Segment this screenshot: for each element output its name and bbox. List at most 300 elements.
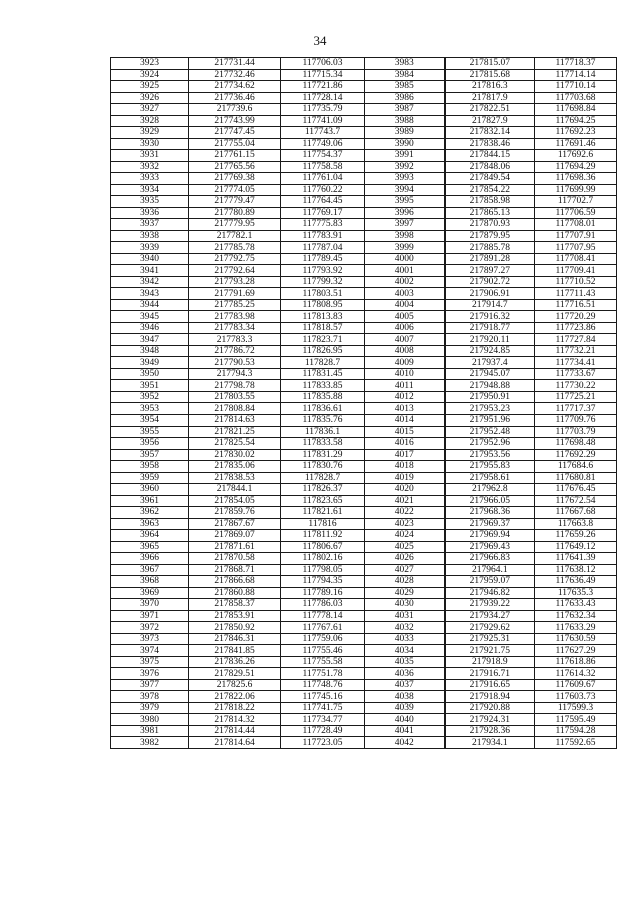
table-row (111, 530, 617, 542)
cell-y-coordinate: 117767.61 (281, 622, 365, 634)
cell-point-number: 3983 (365, 58, 445, 70)
cell-y-coordinate: 117755.58 (281, 656, 365, 668)
cell-x-coordinate: 217853.91 (189, 610, 281, 622)
cell-x-coordinate: 217791.69 (189, 288, 281, 300)
cell-y-coordinate: 117723.86 (535, 322, 617, 334)
cell-y-coordinate: 117618.86 (535, 656, 617, 668)
table-row (111, 622, 617, 634)
table-row (111, 81, 617, 93)
cell-point-number: 3929 (111, 127, 189, 139)
table-row (111, 414, 617, 426)
cell-point-number: 4009 (365, 357, 445, 369)
cell-point-number: 3951 (111, 380, 189, 392)
cell-x-coordinate: 217821.25 (189, 426, 281, 438)
cell-y-coordinate: 117764.45 (281, 196, 365, 208)
cell-x-coordinate: 217825.54 (189, 438, 281, 450)
table-row (111, 69, 617, 81)
table-row (111, 253, 617, 265)
cell-x-coordinate: 217785.25 (189, 299, 281, 311)
cell-x-coordinate: 217782.1 (189, 230, 281, 242)
cell-point-number: 3957 (111, 449, 189, 461)
table-row (111, 668, 617, 680)
cell-x-coordinate: 217841.85 (189, 645, 281, 657)
cell-x-coordinate: 217774.05 (189, 184, 281, 196)
cell-point-number: 3963 (111, 518, 189, 530)
cell-x-coordinate: 217838.46 (445, 138, 535, 150)
cell-x-coordinate: 217816.3 (445, 81, 535, 93)
cell-x-coordinate: 217870.93 (445, 219, 535, 231)
cell-x-coordinate: 217793.28 (189, 276, 281, 288)
cell-y-coordinate: 117799.32 (281, 276, 365, 288)
cell-point-number: 4038 (365, 691, 445, 703)
table-row (111, 230, 617, 242)
cell-point-number: 3976 (111, 668, 189, 680)
cell-y-coordinate: 117835.76 (281, 414, 365, 426)
cell-x-coordinate: 217951.96 (445, 414, 535, 426)
cell-x-coordinate: 217969.43 (445, 541, 535, 553)
table-row (111, 518, 617, 530)
cell-point-number: 4013 (365, 403, 445, 415)
cell-point-number: 3941 (111, 265, 189, 277)
table-row (111, 576, 617, 588)
cell-point-number: 4000 (365, 253, 445, 265)
cell-point-number: 3942 (111, 276, 189, 288)
table-row (111, 725, 617, 737)
cell-y-coordinate: 117714.14 (535, 69, 617, 81)
cell-y-coordinate: 117711.43 (535, 288, 617, 300)
cell-point-number: 3952 (111, 391, 189, 403)
cell-y-coordinate: 117732.21 (535, 345, 617, 357)
cell-y-coordinate: 117831.29 (281, 449, 365, 461)
table-row (111, 507, 617, 519)
cell-y-coordinate: 117734.77 (281, 714, 365, 726)
cell-x-coordinate: 217958.61 (445, 472, 535, 484)
cell-point-number: 3974 (111, 645, 189, 657)
cell-y-coordinate: 117609.67 (535, 679, 617, 691)
table-row (111, 219, 617, 231)
cell-point-number: 3946 (111, 322, 189, 334)
cell-x-coordinate: 217955.83 (445, 461, 535, 473)
cell-y-coordinate: 117633.29 (535, 622, 617, 634)
cell-x-coordinate: 217918.9 (445, 656, 535, 668)
cell-point-number: 4011 (365, 380, 445, 392)
cell-point-number: 3964 (111, 530, 189, 542)
cell-x-coordinate: 217832.14 (445, 127, 535, 139)
cell-point-number: 3934 (111, 184, 189, 196)
cell-point-number: 3997 (365, 219, 445, 231)
cell-x-coordinate: 217854.22 (445, 184, 535, 196)
cell-y-coordinate: 117811.92 (281, 530, 365, 542)
cell-y-coordinate: 117710.52 (535, 276, 617, 288)
cell-point-number: 4042 (365, 737, 445, 749)
cell-x-coordinate: 217769.38 (189, 173, 281, 185)
cell-x-coordinate: 217871.61 (189, 541, 281, 553)
cell-x-coordinate: 217814.32 (189, 714, 281, 726)
cell-point-number: 3944 (111, 299, 189, 311)
table-row (111, 58, 617, 70)
cell-y-coordinate: 117716.51 (535, 299, 617, 311)
cell-point-number: 3991 (365, 150, 445, 162)
cell-y-coordinate: 117794.35 (281, 576, 365, 588)
cell-y-coordinate: 117721.86 (281, 81, 365, 93)
cell-y-coordinate: 117718.37 (535, 58, 617, 70)
cell-point-number: 4037 (365, 679, 445, 691)
cell-point-number: 3936 (111, 207, 189, 219)
cell-x-coordinate: 217902.72 (445, 276, 535, 288)
cell-point-number: 4041 (365, 725, 445, 737)
table-row (111, 541, 617, 553)
cell-point-number: 4016 (365, 438, 445, 450)
cell-x-coordinate: 217870.58 (189, 553, 281, 565)
cell-y-coordinate: 117630.59 (535, 633, 617, 645)
cell-point-number: 4030 (365, 599, 445, 611)
cell-point-number: 4003 (365, 288, 445, 300)
cell-x-coordinate: 217780.89 (189, 207, 281, 219)
cell-point-number: 4040 (365, 714, 445, 726)
cell-x-coordinate: 217783.98 (189, 311, 281, 323)
cell-point-number: 4031 (365, 610, 445, 622)
cell-x-coordinate: 217952.96 (445, 438, 535, 450)
cell-x-coordinate: 217865.13 (445, 207, 535, 219)
cell-point-number: 3939 (111, 242, 189, 254)
cell-point-number: 4032 (365, 622, 445, 634)
cell-x-coordinate: 217817.9 (445, 92, 535, 104)
cell-x-coordinate: 217736.46 (189, 92, 281, 104)
cell-x-coordinate: 217946.82 (445, 587, 535, 599)
cell-point-number: 3924 (111, 69, 189, 81)
cell-y-coordinate: 117708.01 (535, 219, 617, 231)
cell-y-coordinate: 117707.91 (535, 230, 617, 242)
cell-y-coordinate: 117813.83 (281, 311, 365, 323)
cell-x-coordinate: 217779.95 (189, 219, 281, 231)
cell-y-coordinate: 117754.37 (281, 150, 365, 162)
cell-point-number: 3966 (111, 553, 189, 565)
cell-point-number: 4027 (365, 564, 445, 576)
cell-y-coordinate: 117676.45 (535, 484, 617, 496)
cell-x-coordinate: 217966.05 (445, 495, 535, 507)
table-row (111, 127, 617, 139)
cell-y-coordinate: 117828.7 (281, 357, 365, 369)
cell-x-coordinate: 217779.47 (189, 196, 281, 208)
cell-x-coordinate: 217869.07 (189, 530, 281, 542)
cell-x-coordinate: 217844.1 (189, 484, 281, 496)
cell-y-coordinate: 117667.68 (535, 507, 617, 519)
table-row (111, 311, 617, 323)
cell-point-number: 3989 (365, 127, 445, 139)
table-row (111, 288, 617, 300)
cell-point-number: 4017 (365, 449, 445, 461)
cell-x-coordinate: 217934.27 (445, 610, 535, 622)
cell-y-coordinate: 117715.34 (281, 69, 365, 81)
cell-x-coordinate: 217836.26 (189, 656, 281, 668)
cell-y-coordinate: 117703.68 (535, 92, 617, 104)
cell-x-coordinate: 217734.62 (189, 81, 281, 93)
cell-y-coordinate: 117706.59 (535, 207, 617, 219)
cell-y-coordinate: 117710.14 (535, 81, 617, 93)
cell-x-coordinate: 217827.9 (445, 115, 535, 127)
cell-x-coordinate: 217948.88 (445, 380, 535, 392)
cell-point-number: 3954 (111, 414, 189, 426)
table-row (111, 184, 617, 196)
cell-y-coordinate: 117680.81 (535, 472, 617, 484)
cell-y-coordinate: 117734.41 (535, 357, 617, 369)
cell-y-coordinate: 117594.28 (535, 725, 617, 737)
cell-x-coordinate: 217829.51 (189, 668, 281, 680)
cell-y-coordinate: 117603.73 (535, 691, 617, 703)
cell-y-coordinate: 117635.3 (535, 587, 617, 599)
cell-x-coordinate: 217792.64 (189, 265, 281, 277)
table-row (111, 403, 617, 415)
cell-x-coordinate: 217798.78 (189, 380, 281, 392)
cell-y-coordinate: 117632.34 (535, 610, 617, 622)
cell-x-coordinate: 217859.76 (189, 507, 281, 519)
cell-point-number: 3959 (111, 472, 189, 484)
cell-y-coordinate: 117835.88 (281, 391, 365, 403)
table-row (111, 645, 617, 657)
cell-point-number: 3926 (111, 92, 189, 104)
cell-x-coordinate: 217924.31 (445, 714, 535, 726)
cell-point-number: 3978 (111, 691, 189, 703)
cell-point-number: 3977 (111, 679, 189, 691)
cell-point-number: 4034 (365, 645, 445, 657)
cell-y-coordinate: 117821.61 (281, 507, 365, 519)
table-row (111, 345, 617, 357)
cell-point-number: 4033 (365, 633, 445, 645)
cell-point-number: 4020 (365, 484, 445, 496)
cell-x-coordinate: 217818.22 (189, 702, 281, 714)
cell-y-coordinate: 117708.41 (535, 253, 617, 265)
cell-x-coordinate: 217934.1 (445, 737, 535, 749)
cell-y-coordinate: 117638.12 (535, 564, 617, 576)
cell-x-coordinate: 217860.88 (189, 587, 281, 599)
cell-y-coordinate: 117614.32 (535, 668, 617, 680)
cell-x-coordinate: 217765.56 (189, 161, 281, 173)
cell-point-number: 3925 (111, 81, 189, 93)
table-row (111, 150, 617, 162)
table-row (111, 276, 617, 288)
cell-y-coordinate: 117831.45 (281, 368, 365, 380)
cell-point-number: 3950 (111, 368, 189, 380)
cell-x-coordinate: 217906.91 (445, 288, 535, 300)
cell-y-coordinate: 117699.99 (535, 184, 617, 196)
cell-x-coordinate: 217953.23 (445, 403, 535, 415)
table-row (111, 737, 617, 749)
table-row (111, 426, 617, 438)
cell-point-number: 4006 (365, 322, 445, 334)
cell-x-coordinate: 217803.55 (189, 391, 281, 403)
cell-point-number: 4026 (365, 553, 445, 565)
cell-x-coordinate: 217952.48 (445, 426, 535, 438)
table-row (111, 207, 617, 219)
cell-y-coordinate: 117826.37 (281, 484, 365, 496)
cell-x-coordinate: 217794.3 (189, 368, 281, 380)
cell-point-number: 3980 (111, 714, 189, 726)
cell-y-coordinate: 117728.14 (281, 92, 365, 104)
cell-x-coordinate: 217897.27 (445, 265, 535, 277)
cell-point-number: 4039 (365, 702, 445, 714)
cell-point-number: 3967 (111, 564, 189, 576)
cell-point-number: 4029 (365, 587, 445, 599)
cell-x-coordinate: 217953.56 (445, 449, 535, 461)
table-row (111, 714, 617, 726)
cell-x-coordinate: 217969.37 (445, 518, 535, 530)
cell-x-coordinate: 217743.99 (189, 115, 281, 127)
cell-x-coordinate: 217814.63 (189, 414, 281, 426)
cell-x-coordinate: 217968.36 (445, 507, 535, 519)
cell-point-number: 4021 (365, 495, 445, 507)
table-row (111, 334, 617, 346)
cell-point-number: 3986 (365, 92, 445, 104)
table-row (111, 656, 617, 668)
cell-x-coordinate: 217966.83 (445, 553, 535, 565)
table-row (111, 368, 617, 380)
table-row (111, 633, 617, 645)
cell-point-number: 4010 (365, 368, 445, 380)
cell-point-number: 3949 (111, 357, 189, 369)
cell-y-coordinate: 117599.3 (535, 702, 617, 714)
table-row (111, 564, 617, 576)
cell-x-coordinate: 217914.7 (445, 299, 535, 311)
cell-y-coordinate: 117730.22 (535, 380, 617, 392)
cell-point-number: 3961 (111, 495, 189, 507)
cell-point-number: 4014 (365, 414, 445, 426)
cell-y-coordinate: 117833.58 (281, 438, 365, 450)
table-row (111, 461, 617, 473)
cell-x-coordinate: 217844.15 (445, 150, 535, 162)
cell-point-number: 4005 (365, 311, 445, 323)
table-row (111, 299, 617, 311)
cell-y-coordinate: 117684.6 (535, 461, 617, 473)
cell-x-coordinate: 217732.46 (189, 69, 281, 81)
cell-point-number: 3972 (111, 622, 189, 634)
cell-point-number: 3975 (111, 656, 189, 668)
cell-point-number: 3994 (365, 184, 445, 196)
table-row (111, 265, 617, 277)
cell-y-coordinate: 117703.79 (535, 426, 617, 438)
table-row (111, 472, 617, 484)
cell-point-number: 3970 (111, 599, 189, 611)
cell-y-coordinate: 117733.67 (535, 368, 617, 380)
cell-x-coordinate: 217916.65 (445, 679, 535, 691)
cell-x-coordinate: 217928.36 (445, 725, 535, 737)
cell-y-coordinate: 117793.92 (281, 265, 365, 277)
cell-x-coordinate: 217849.54 (445, 173, 535, 185)
table-row (111, 242, 617, 254)
table-row (111, 495, 617, 507)
cell-point-number: 4002 (365, 276, 445, 288)
cell-y-coordinate: 117636.49 (535, 576, 617, 588)
table-row (111, 449, 617, 461)
cell-y-coordinate: 117755.46 (281, 645, 365, 657)
cell-y-coordinate: 117775.83 (281, 219, 365, 231)
cell-x-coordinate: 217858.98 (445, 196, 535, 208)
cell-x-coordinate: 217868.71 (189, 564, 281, 576)
table-row (111, 610, 617, 622)
cell-x-coordinate: 217918.77 (445, 322, 535, 334)
table-row (111, 196, 617, 208)
cell-y-coordinate: 117789.45 (281, 253, 365, 265)
table-row (111, 322, 617, 334)
cell-y-coordinate: 117836.61 (281, 403, 365, 415)
cell-x-coordinate: 217814.64 (189, 737, 281, 749)
cell-y-coordinate: 117709.76 (535, 414, 617, 426)
cell-x-coordinate: 217783.3 (189, 334, 281, 346)
cell-y-coordinate: 117743.7 (281, 127, 365, 139)
cell-point-number: 4001 (365, 265, 445, 277)
cell-y-coordinate: 117691.46 (535, 138, 617, 150)
cell-y-coordinate: 117698.36 (535, 173, 617, 185)
cell-x-coordinate: 217969.94 (445, 530, 535, 542)
cell-x-coordinate: 217848.06 (445, 161, 535, 173)
cell-y-coordinate: 117836.1 (281, 426, 365, 438)
cell-x-coordinate: 217858.37 (189, 599, 281, 611)
cell-x-coordinate: 217790.53 (189, 357, 281, 369)
cell-x-coordinate: 217747.45 (189, 127, 281, 139)
cell-point-number: 4035 (365, 656, 445, 668)
cell-x-coordinate: 217846.31 (189, 633, 281, 645)
table-row (111, 391, 617, 403)
cell-y-coordinate: 117649.12 (535, 541, 617, 553)
cell-y-coordinate: 117787.04 (281, 242, 365, 254)
cell-x-coordinate: 217850.92 (189, 622, 281, 634)
table-row (111, 92, 617, 104)
cell-x-coordinate: 217929.62 (445, 622, 535, 634)
cell-point-number: 3928 (111, 115, 189, 127)
cell-y-coordinate: 117741.75 (281, 702, 365, 714)
cell-y-coordinate: 117692.23 (535, 127, 617, 139)
cell-y-coordinate: 117830.76 (281, 461, 365, 473)
cell-y-coordinate: 117709.41 (535, 265, 617, 277)
cell-point-number: 3990 (365, 138, 445, 150)
cell-point-number: 3985 (365, 81, 445, 93)
cell-point-number: 3988 (365, 115, 445, 127)
cell-y-coordinate: 117641.39 (535, 553, 617, 565)
cell-y-coordinate: 117707.95 (535, 242, 617, 254)
cell-y-coordinate: 117798.05 (281, 564, 365, 576)
cell-point-number: 3993 (365, 173, 445, 185)
cell-y-coordinate: 117808.95 (281, 299, 365, 311)
cell-x-coordinate: 217916.71 (445, 668, 535, 680)
cell-y-coordinate: 117826.95 (281, 345, 365, 357)
cell-y-coordinate: 117759.06 (281, 633, 365, 645)
cell-point-number: 3999 (365, 242, 445, 254)
cell-point-number: 3940 (111, 253, 189, 265)
cell-point-number: 3931 (111, 150, 189, 162)
cell-y-coordinate: 117789.16 (281, 587, 365, 599)
cell-y-coordinate: 117706.03 (281, 58, 365, 70)
cell-y-coordinate: 117692.6 (535, 150, 617, 162)
cell-y-coordinate: 117802.16 (281, 553, 365, 565)
cell-x-coordinate: 217835.06 (189, 461, 281, 473)
cell-x-coordinate: 217891.28 (445, 253, 535, 265)
cell-point-number: 3933 (111, 173, 189, 185)
cell-point-number: 4004 (365, 299, 445, 311)
cell-x-coordinate: 217937.4 (445, 357, 535, 369)
cell-x-coordinate: 217739.6 (189, 104, 281, 116)
cell-y-coordinate: 117833.85 (281, 380, 365, 392)
cell-point-number: 4036 (365, 668, 445, 680)
table-row (111, 104, 617, 116)
cell-point-number: 3971 (111, 610, 189, 622)
cell-y-coordinate: 117627.29 (535, 645, 617, 657)
cell-point-number: 4012 (365, 391, 445, 403)
cell-point-number: 3992 (365, 161, 445, 173)
cell-x-coordinate: 217945.07 (445, 368, 535, 380)
cell-y-coordinate: 117769.17 (281, 207, 365, 219)
cell-point-number: 3927 (111, 104, 189, 116)
cell-x-coordinate: 217755.04 (189, 138, 281, 150)
cell-x-coordinate: 217783.34 (189, 322, 281, 334)
